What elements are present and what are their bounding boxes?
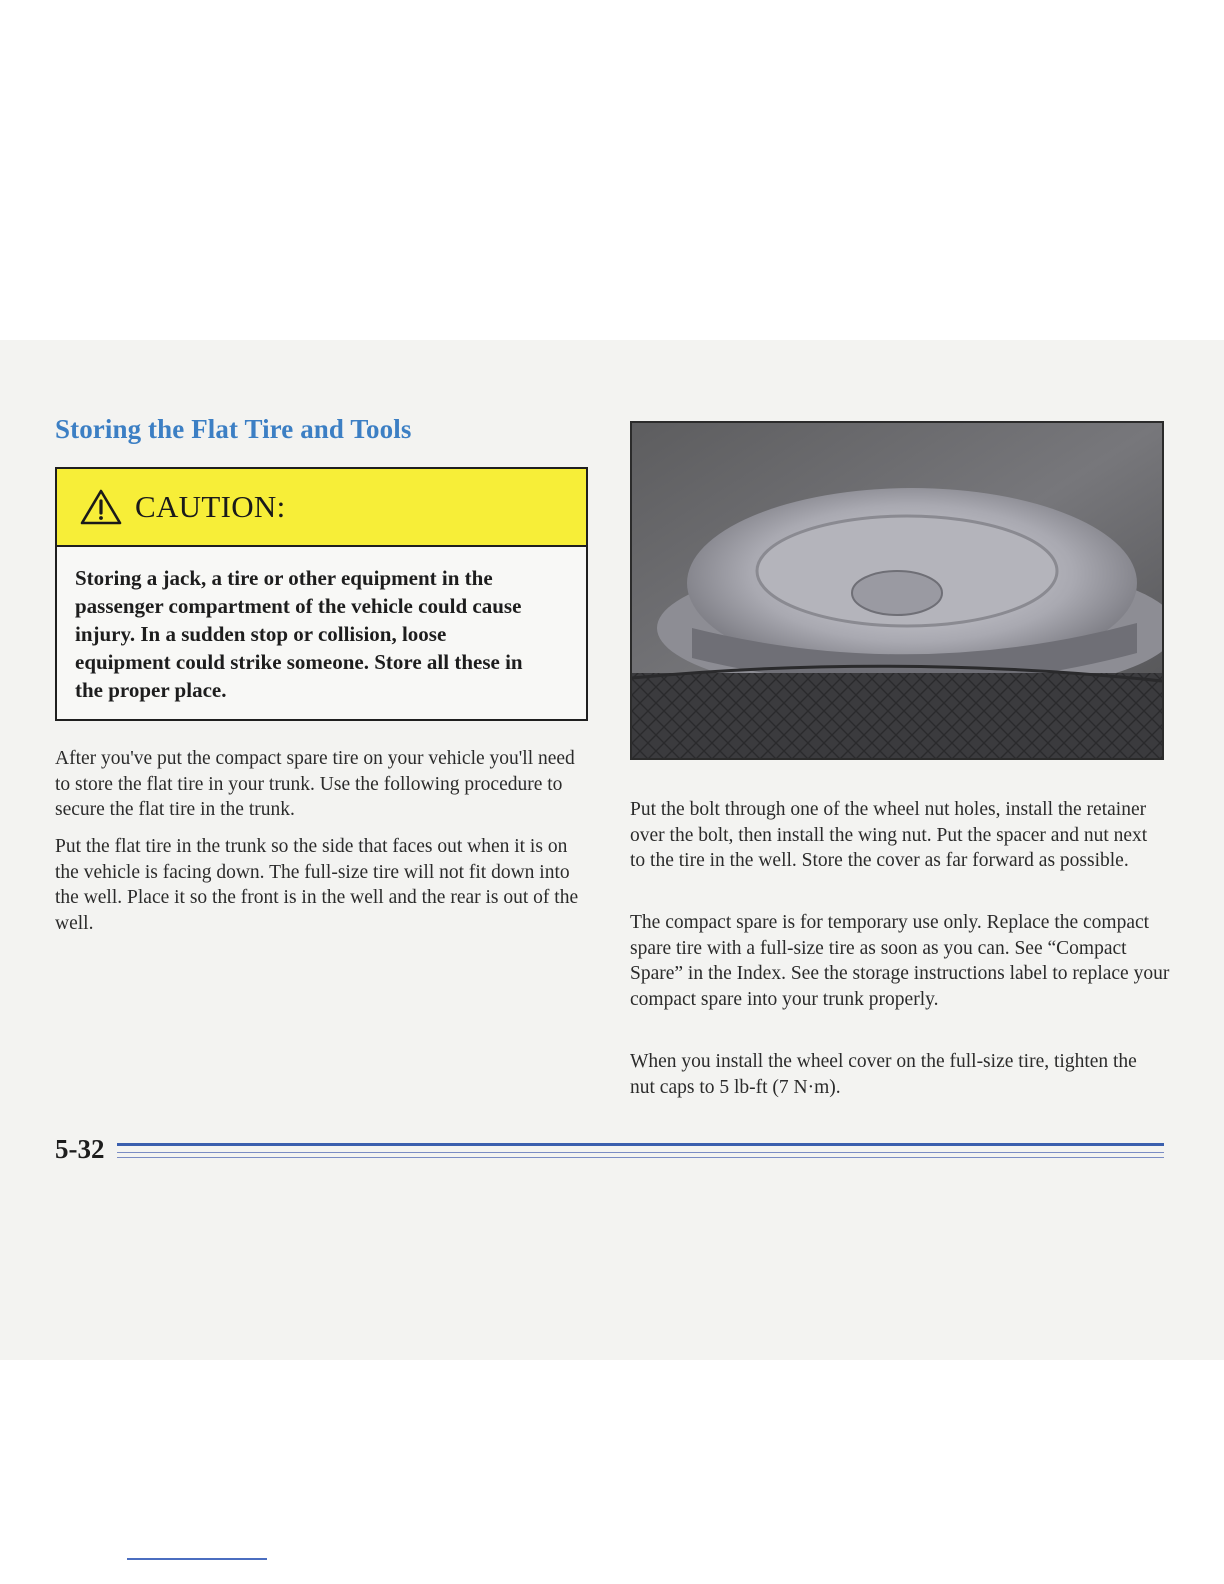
caution-text: Storing a jack, a tire or other equipment in the passenger compartment of the vehicle could cause injury. In a sudden stop or collision, loose equipment could strike someone. Store all these in the proper place.	[75, 566, 523, 702]
right-paragraph-3: When you install the wheel cover on the full-size tire, tighten the nut caps to 5 lb-ft (7 N·m).	[630, 1051, 1137, 1098]
caution-title: CAUTION:	[135, 489, 286, 524]
left-paragraph-1: After you've put the compact spare tire on your vehicle you'll need to store the flat tire in your trunk. Use the following procedure to secure the flat tire in the trunk.	[55, 748, 575, 820]
warning-triangle-icon	[79, 488, 123, 526]
caution-box	[55, 467, 588, 721]
caution-header	[57, 469, 586, 547]
right-paragraph-2: The compact spare is for temporary use only. Replace the compact spare tire with a full-size tire as soon as you can. See “Compact Spare” in the Index. See the storage instructions label to replace your compact spare into your trunk properly.	[630, 912, 1170, 1010]
footer-rule	[117, 1143, 1164, 1146]
right-paragraph-1: Put the bolt through one of the wheel nut holes, install the retainer over the bolt, then install the wing nut. Put the spacer and nut next to the tire in the well. Store the cover as far forward as possible.	[630, 799, 1148, 871]
bottom-mark	[127, 1558, 267, 1560]
footer-rule-thin	[117, 1152, 1164, 1153]
spare-tire-photo	[630, 421, 1164, 760]
left-paragraph-2: Put the flat tire in the trunk so the side that faces out when it is on the vehicle is facing down. The full-size tire will not fit down into the well. Place it so the front is in the well and the rear is out of the well.	[55, 836, 579, 934]
page-number: 5-32	[55, 1134, 105, 1164]
section-title: Storing the Flat Tire and Tools	[55, 414, 412, 444]
spare-tire-illustration	[632, 423, 1162, 758]
footer-rule-thin-2	[117, 1157, 1164, 1158]
